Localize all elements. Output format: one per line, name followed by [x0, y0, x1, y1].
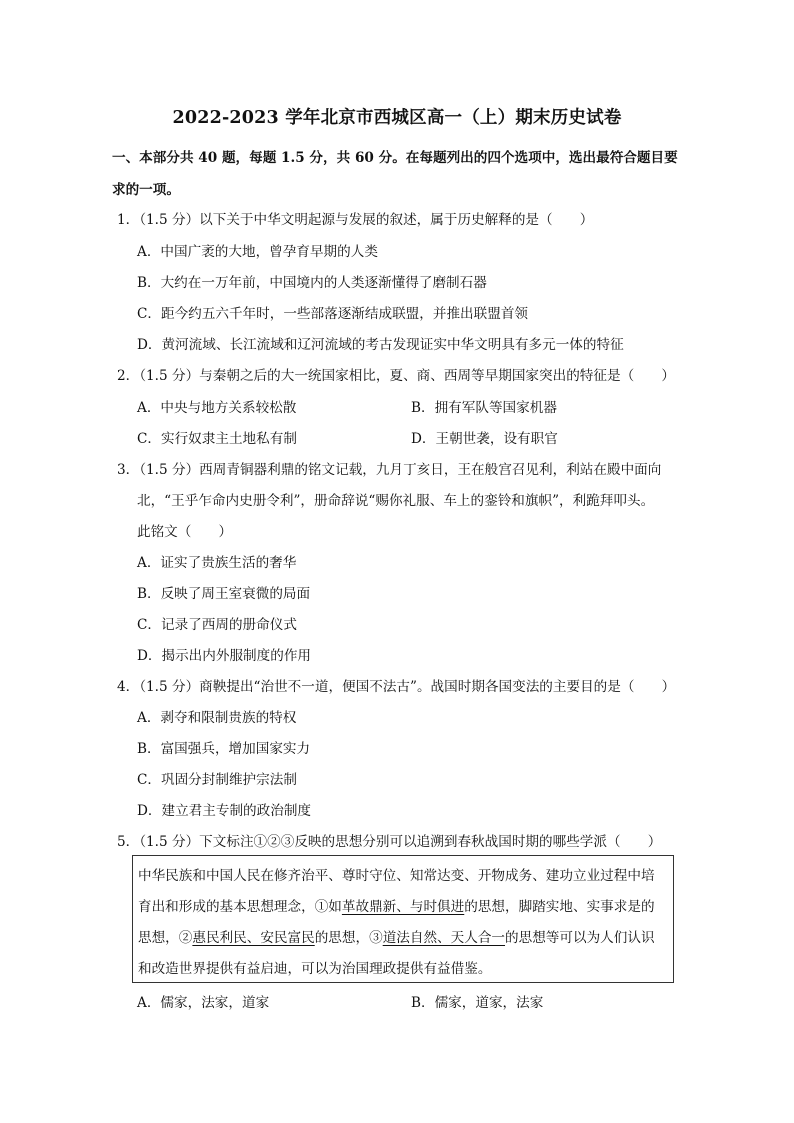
question-stem: 3．（1.5 分）西周青铜器利鼎的铭文记载，九月丁亥日，王在般宫召见利，利站在殿中面向: [117, 462, 662, 478]
passage-text: 育出和形成的基本思想理念，①如: [138, 899, 342, 915]
underlined-phrase: 惠民利民、安民富民: [192, 930, 315, 946]
passage-text: 的思想，③: [314, 930, 383, 946]
option-d: D．王朝世袭，设有职官: [411, 431, 558, 447]
option-d: D．黄河流域、长江流域和辽河流域的考古发现证实中华文明具有多元一体的特征: [137, 337, 624, 353]
option-a: A．儒家，法家，道家: [137, 995, 270, 1011]
option-b: B．儒家，道家，法家: [411, 995, 544, 1011]
option-b: B．大约在一万年前，中国境内的人类逐渐懂得了磨制石器: [137, 275, 487, 291]
passage-line: [138, 926, 655, 946]
option-b: B．富国强兵，增加国家实力: [137, 741, 311, 757]
option-c: C．记录了西周的册命仪式: [137, 617, 297, 633]
question-stem: 2．（1.5 分）与秦朝之后的大一统国家相比，夏、商、西周等早期国家突出的特征是（ ）: [117, 368, 675, 384]
passage-text: 思想，②: [138, 930, 193, 946]
passage-line: 和改造世界提供有益启迪，可以为治国理政提供有益借鉴。: [138, 961, 492, 977]
option-b: B．拥有军队等国家机器: [411, 400, 557, 416]
question-stem: 4．（1.5 分）商鞅提出“治世不一道，便国不法古”。战国时期各国变法的主要目的是（ ）: [117, 679, 676, 695]
option-d: D．建立君主专制的政治制度: [137, 803, 312, 819]
option-a: A．中央与地方关系较松散: [137, 400, 297, 416]
passage-text: 的思想，脚踏实地、实事求是的: [464, 899, 655, 915]
option-a: A．证实了贵族生活的奢华: [137, 555, 297, 571]
question-stem: 1．（1.5 分）以下关于中华文明起源与发展的叙述，属于历史解释的是（ ）: [117, 212, 594, 228]
passage-line: [138, 895, 655, 915]
underlined-phrase: 道法自然、天人合一: [382, 930, 506, 946]
option-a: A．剥夺和限制贵族的特权: [137, 710, 297, 726]
option-a: A．中国广袤的大地，曾孕育早期的人类: [137, 244, 378, 260]
section-line: 一、本部分共 40 题，每题 1.5 分，共 60 分。在每题列出的四个选项中，选出最符合题目要: [112, 150, 678, 166]
exam-title: 2022-2023 学年北京市西城区高一（上）期末历史试卷: [172, 108, 622, 128]
question-stem: 北，“王乎乍命内史册令利”，册命辞说“赐你礼服、车上的銮铃和旗帜”，利跪拜叩头。: [137, 493, 655, 509]
passage-line: 中华民族和中国人民在修齐治平、尊时守位、知常达变、开物成务、建功立业过程中培: [138, 868, 655, 884]
question-stem: 5．（1.5 分）下文标注①②③反映的思想分别可以追溯到春秋战国时期的哪些学派（ ）: [117, 834, 662, 850]
option-c: C．距今约五六千年时，一些部落逐渐结成联盟，并推出联盟首领: [137, 306, 529, 322]
option-c: C．巩固分封制维护宗法制: [137, 772, 297, 788]
underlined-phrase: 革故鼎新、与时俱进: [341, 899, 465, 915]
option-c: C．实行奴隶主土地私有制: [137, 431, 297, 447]
question-stem: 此铭文（ ）: [137, 524, 233, 540]
passage-text: 的思想等可以为人们认识: [505, 930, 655, 946]
section-line: 求的一项。: [112, 182, 180, 198]
option-d: D．揭示出内外服制度的作用: [137, 648, 312, 664]
option-b: B．反映了周王室衰微的局面: [137, 586, 311, 602]
